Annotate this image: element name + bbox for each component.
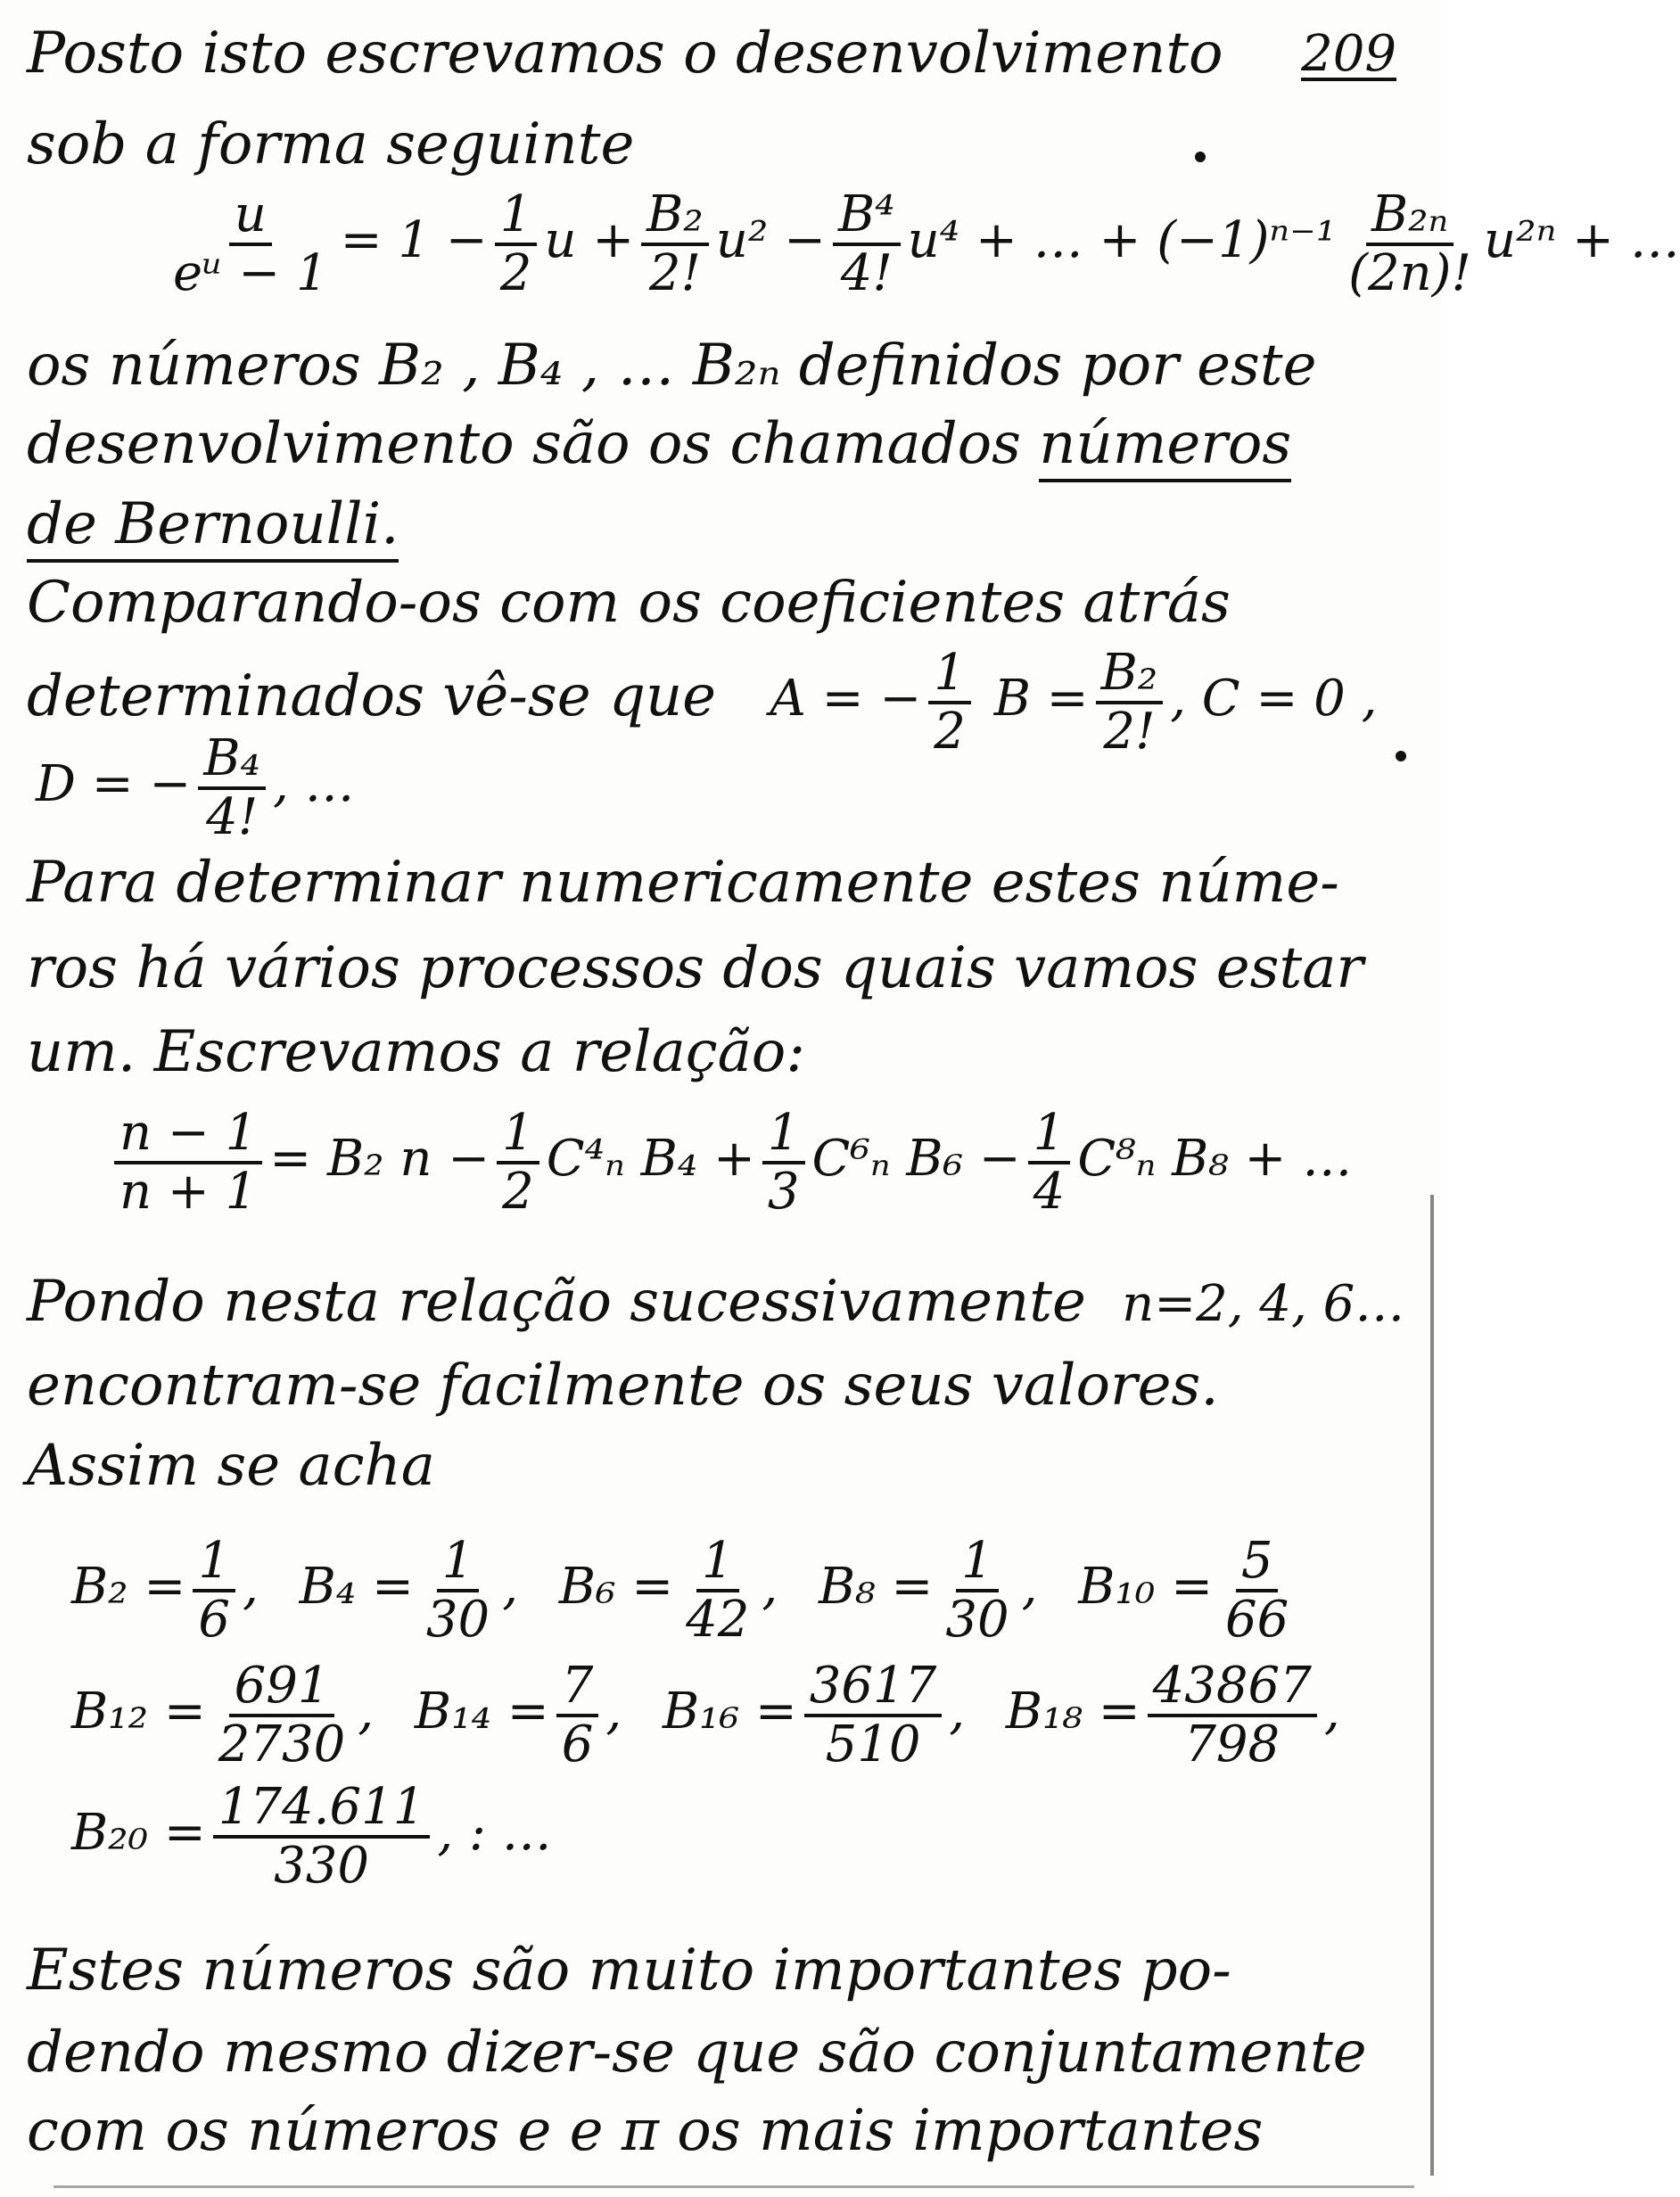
text-line-5-main: desenvolvimento são os chamados: [27, 411, 1021, 477]
fraction-one-half-2: $\frac{1}{2}$: [497, 1106, 539, 1219]
bernoulli-values-row-2: [71, 1658, 1340, 1772]
bernoulli-values-row-1: [71, 1534, 1301, 1647]
fraction-a: $\frac{1}{2}$: [928, 646, 971, 759]
text-line-21: dendo mesmo dizer-se que são conjuntamente: [27, 2020, 1367, 2086]
eq1-term-1: = 1 −: [340, 211, 488, 270]
text-line-15: encontram-se facilmente os seus valores.: [27, 1353, 1219, 1419]
text-line-6: [27, 489, 399, 560]
n-values: n=2, 4, 6…: [1122, 1275, 1405, 1333]
fraction-d: $\frac{\text{B₄}}{4!}$: [198, 731, 266, 844]
value-b6: B₆ = $\frac{1}{42}$ ,: [558, 1532, 778, 1649]
text-line-1: Posto isto escrevamos o desenvolvimento: [27, 21, 1223, 86]
text-line-14: [27, 1266, 1404, 1340]
fraction-b: $\frac{\text{B₂}}{2!}$: [1096, 646, 1164, 759]
ink-dot: [1195, 152, 1206, 162]
text-line-22: com os números e e π os mais importantes: [27, 2098, 1264, 2164]
fraction-u-over-eu-minus-1: $\frac{u}{\text{eᵘ − 1}}$: [173, 185, 328, 302]
text-line-12: um. Escrevamos a relação:: [27, 1019, 805, 1085]
bernoulli-values-row-3: [71, 1780, 552, 1893]
text-line-8-main: determinados vê-se que: [27, 663, 717, 730]
text-line-7: Comparando-os com os coeficientes atrás: [27, 570, 1231, 636]
fraction-one-half: $\frac{1}{2}$: [495, 187, 538, 300]
fraction-b4-over-4fact: $\frac{\text{B⁴}}{4!}$: [833, 187, 901, 300]
value-b14: B₁₄ = $\frac{7}{6}$ ,: [414, 1657, 622, 1773]
fraction-b2n-over-2n-fact: $\frac{\text{B₂ₙ}}{(2n)!}$: [1348, 185, 1472, 302]
value-b18: B₁₈ = $\frac{43867}{798}$ ,: [1005, 1657, 1340, 1773]
fraction-one-quarter: $\frac{1}{4}$: [1028, 1106, 1071, 1219]
text-line-4: os números B₂ , B₄ , … B₂ₙ definidos por este: [27, 333, 1317, 399]
fraction-one-third: $\frac{1}{3}$: [762, 1106, 805, 1219]
eq1-term-4: u⁴ + … + (−1)ⁿ⁻¹: [907, 211, 1337, 270]
text-line-16: Assim se acha: [27, 1433, 435, 1499]
value-b4: B₄ = $\frac{1}{30}$ ,: [299, 1532, 518, 1649]
value-b2: B₂ = $\frac{1}{6}$ ,: [71, 1532, 259, 1649]
text-line-11: ros há vários processos dos quais vamos estar: [27, 935, 1363, 1001]
coefficient-d: D = − $\frac{\text{B₄}}{4!}$ , …: [36, 729, 355, 846]
underlined-term-bernoulli: de Bernoulli.: [27, 491, 399, 563]
value-b8: B₈ = $\frac{1}{30}$ ,: [819, 1532, 1038, 1649]
recurrence-relation: $\frac{n - 1}{n + 1}$ = B₂ n − $\frac{1}{2}$ C⁴ₙ B₄ + $\frac{1}{3}$ C⁶ₙ B₆ − $\frac{1}{4}$ C⁸ₙ B₈ + …: [107, 1106, 1352, 1219]
eq1-term-5: u²ⁿ + …: [1484, 211, 1680, 270]
page-number-underline: [1301, 78, 1396, 81]
eq1-term-3: u² −: [715, 211, 827, 270]
fraction-b2-over-2fact: $\frac{\text{B₂}}{2!}$: [641, 187, 709, 300]
page-edge-bottom: [54, 2185, 1414, 2188]
value-b12: B₁₂ = $\frac{691}{2730}$ ,: [71, 1657, 375, 1773]
value-b16: B₁₆ = $\frac{3617}{510}$ ,: [662, 1657, 966, 1773]
text-line-14-main: Pondo nesta relação sucessivamente: [27, 1269, 1086, 1335]
text-line-2: sob a forma seguinte: [27, 111, 635, 177]
value-b20: B₂₀ = $\frac{174.611}{330}$ , : …: [71, 1778, 552, 1895]
eq1-term-2: u +: [544, 211, 635, 270]
text-line-20: Estes números são muito importantes po-: [27, 1938, 1231, 2004]
coefficient-values: A = − $\frac{1}{2}$ B = $\frac{\text{B₂}}{2!}$ , C = 0 ,: [770, 644, 1378, 761]
underlined-word-numeros: números: [1039, 411, 1291, 482]
text-line-5: [27, 408, 1291, 480]
page-edge-right: [1430, 1195, 1434, 2176]
page-number-text: 209: [1301, 25, 1396, 83]
ink-dot-2: [1396, 751, 1406, 761]
text-line-10: Para determinar numericamente estes núme-: [27, 850, 1339, 916]
fraction-n-minus-1-over-n-plus-1: $\frac{n - 1}{n + 1}$: [114, 1106, 262, 1219]
generating-function-equation: [161, 187, 1680, 300]
page-number: [1301, 25, 1396, 83]
value-b10: B₁₀ = $\frac{5}{66}$: [1078, 1532, 1289, 1649]
